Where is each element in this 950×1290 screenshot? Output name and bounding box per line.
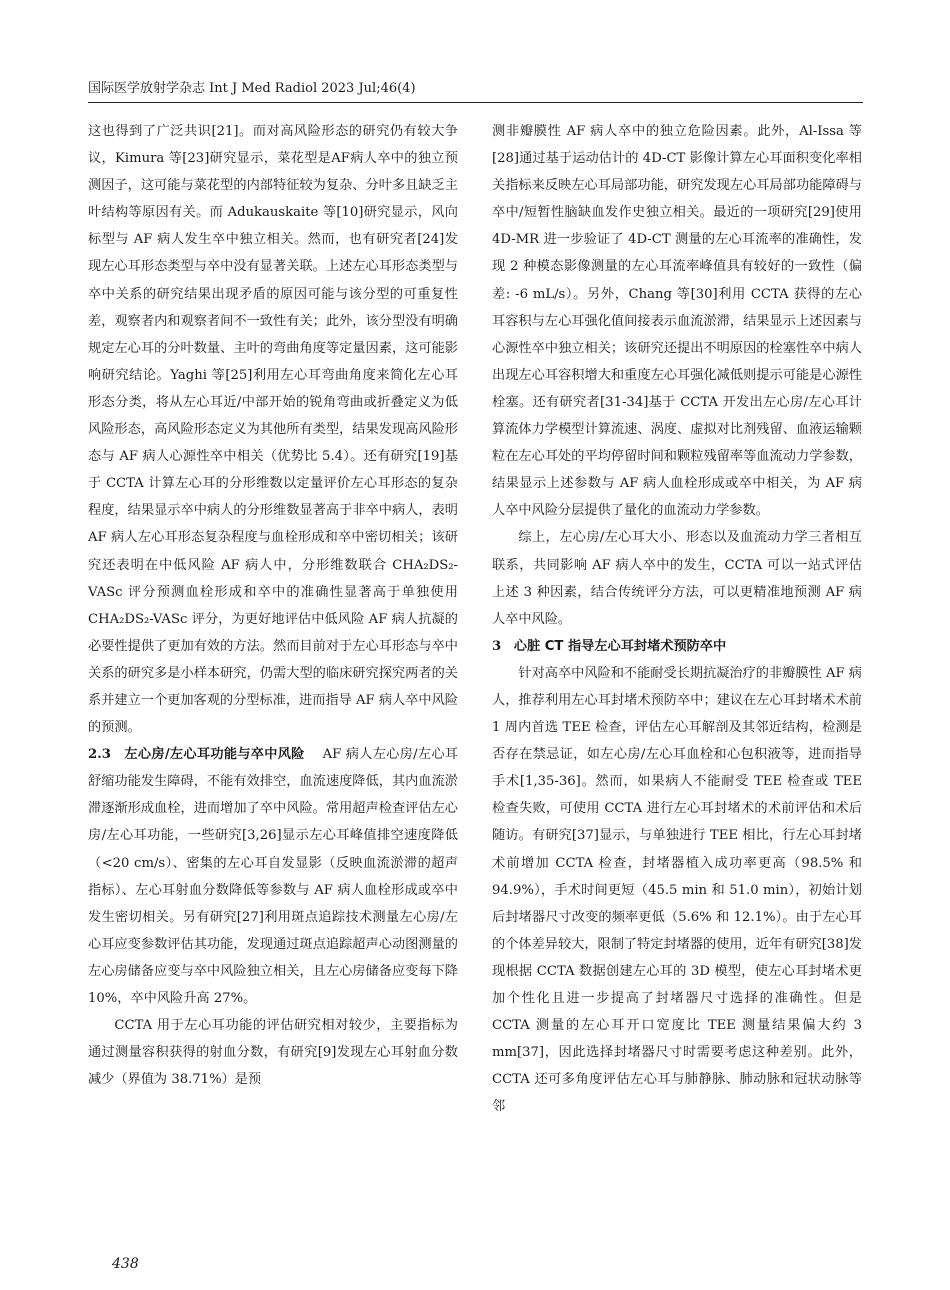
paragraph: CCTA 用于左心耳功能的评估研究相对较少，主要指标为通过测量容积获得的射血分数，有研究[9]发现左心耳射血分数减少（界值为 38.71%）是预 [88,1018,458,1088]
section-3-heading [492,633,862,660]
section-number: 3 [492,638,502,654]
section-title: 心脏 CT 指导左心耳封堵术预防卒中 [513,638,727,654]
section-2-3-paragraph [88,741,458,1012]
paragraph: 综上，左心房/左心耳大小、形态以及血流动力学三者相互联系，共同影响 AF 病人卒中的发生，CCTA 可以一站式评估上述 3 种因素，结合传统评分方法，可以更精准地预测 AF 病人卒中风险。 [492,530,862,627]
running-header: 国际医学放射学杂志 Int J Med Radiol 2023 Jul;46(4) [88,81,416,96]
section-body: AF 病人左心房/左心耳舒缩功能发生障碍，不能有效排空，血流速度降低，其内血流淤滞逐渐形成血栓，进而增加了卒中风险。常用超声检查评估左心房/左心耳功能，一些研究[3,26]显示左心耳峰值排空速度降低（<20 cm/s）、密集的左心耳自发显影（反映血流淤滞的超声指标）、左心耳射血分数降低等参数与 AF 病人血栓形成或卒中发生密切相关。另有研究[27]利用斑点追踪技术测量左心房/左心耳应变参数评估其功能，发现通过斑点追踪超声心动图测量的左心房储备应变与卒中风险独立相关，且左心房储备应变每下降 10%，卒中风险升高 27%。 [88,747,458,1006]
page-number: 438 [112,1256,139,1272]
left-column [88,118,458,1093]
paragraph: 针对高卒中风险和不能耐受长期抗凝治疗的非瓣膜性 AF 病人，推荐利用左心耳封堵术预防卒中；建议在左心耳封堵术术前 1 周内首选 TEE 检查，评估左心耳解剖及其邻近结构，检测是否存在禁忌证，如左心房/左心耳血栓和心包积液等，进而指导手术[1,35-36]。然而，如果病人不能耐受 TEE 检查或 TEE 检查失败，可使用 CCTA 进行左心耳封堵术的术前评估和术后随访。有研究[37]显示，与单独进行 TEE 相比，行左心耳封堵术前增加 CCTA 检查，封堵器植入成功率更高（98.5% 和 94.9%），手术时间更短（45.5 min 和 51.0 min），初始计划后封堵器尺寸改变的频率更低（5.6% 和 12.1%）。由于左心耳的个体差异较大，限制了特定封堵器的使用，近年有研究[38]发现根据 CCTA 数据创建左心耳的 3D 模型，使左心耳封堵术更加个性化且进一步提高了封堵器尺寸选择的准确性。但是 CCTA 测量的左心耳开口宽度比 TEE 测量结果偏大约 3 mm[37]，因此选择封堵器尺寸时需要考虑这种差别。此外，CCTA 还可多角度评估左心耳与肺静脉、肺动脉和冠状动脉等邻 [492,665,862,1115]
section-title: 左心房/左心耳功能与卒中风险 [124,747,305,763]
section-number: 2.3 [88,747,111,763]
paragraph: 测非瓣膜性 AF 病人卒中的独立危险因素。此外，Al-Issa 等[28]通过基于运动估计的 4D-CT 影像计算左心耳面积变化率相关指标来反映左心耳局部功能，研究发现左心耳局部功能障碍与卒中/短暂性脑缺血发作史独立相关。最近的一项研究[29]使用 4D-MR 进一步验证了 4D-CT 测量的左心耳流率的准确性，发现 2 种模态影像测量的左心耳流率峰值具有较好的一致性（偏差: -6 mL/s）。另外，Chang 等[30]利用 CCTA 获得的左心耳容积与左心耳强化值间接表示血流淤滞，结果显示上述因素与心源性卒中独立相关；该研究还提出不明原因的栓塞性卒中病人出现左心耳容积增大和重度左心耳强化减低则提示可能是心源性栓塞。还有研究者[31-34]基于 CCTA 开发出左心房/左心耳计算流体力学模型计算流速、涡度、虚拟对比剂残留、血液运输颗粒在左心耳处的平均停留时间和颗粒残留率等血流动力学参数，结果显示上述参数与 AF 病人血栓形成或卒中相关，为 AF 病人卒中风险分层提供了量化的血流动力学参数。 [492,124,862,519]
paragraph: 这也得到了广泛共识[21]。而对高风险形态的研究仍有较大争议，Kimura 等[23]研究显示，菜花型是AF病人卒中的独立预测因子，这可能与菜花型的内部特征较为复杂、分叶多且缺乏主叶结构等原因有关。而 Adukauskaite 等[10]研究显示，风向标型与 AF 病人发生卒中独立相关。然而，也有研究者[24]发现左心耳形态类型与卒中没有显著关联。上述左心耳形态类型与卒中关系的研究结果出现矛盾的原因可能与该分型的可重复性差，观察者内和观察者间不一致性有关；此外，该分型没有明确规定左心耳的分叶数量、主叶的弯曲角度等定量因素，这可能影响研究结论。Yaghi 等[25]利用左心耳弯曲角度来简化左心耳形态分类，将从左心耳近/中部开始的锐角弯曲或折叠定义为低风险形态，高风险形态定义为其他所有类型，结果发现高风险形态与 AF 病人心源性卒中相关（优势比 5.4）。还有研究[19]基于 CCTA 计算左心耳的分形维数以定量评价左心耳形态的复杂程度，结果显示卒中病人的分形维数显著高于非卒中病人，表明 AF 病人左心耳形态复杂程度与血栓形成和卒中密切相关；该研究还表明在中低风险 AF 病人中，分形维数联合 CHA₂DS₂-VASc 评分预测血栓形成和卒中的准确性显著高于单独使用 CHA₂DS₂-VASc 评分，为更好地评估中低风险 AF 病人抗凝的必要性提供了更加有效的方法。然而目前对于左心耳形态与卒中关系的研究多是小样本研究，仍需大型的临床研究探究两者的关系并建立一个更加客观的分型标准，进而指导 AF 病人卒中风险的预测。 [88,124,458,736]
header-rule [88,102,863,103]
right-column [492,118,862,1120]
